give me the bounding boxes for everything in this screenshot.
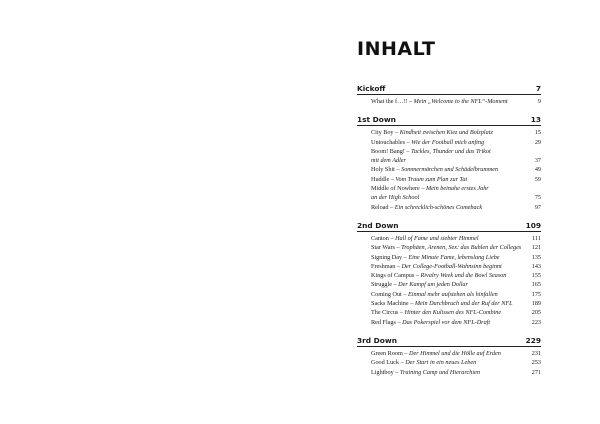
toc-entry[interactable]	[357, 203, 541, 212]
toc-entry[interactable]	[357, 271, 541, 280]
section-heading[interactable]	[357, 84, 541, 95]
toc-entry[interactable]	[357, 349, 541, 358]
entry-subtitle: – Der Himmel und die Hölle auf Erden	[402, 349, 501, 357]
toc-entry[interactable]	[357, 128, 541, 137]
toc-section-1st-down	[357, 115, 541, 212]
entry-subtitle: mit dem Adler	[371, 157, 406, 165]
entry-page: 9	[537, 98, 541, 105]
entry-page: 189	[531, 300, 541, 308]
section-title: Kickoff	[357, 84, 386, 93]
entry-title: Sacks Machine	[371, 300, 409, 308]
entry-title: Red Flags	[371, 318, 396, 326]
entry-subtitle: – Tackles, Thunder und das Trikot	[404, 147, 491, 155]
entry-page	[529, 184, 541, 193]
section-page: 229	[525, 335, 541, 345]
entry-subtitle: – Das Pokerspiel vor dem NFL-Draft	[395, 318, 491, 326]
entry-title: Freshman	[371, 262, 396, 270]
entry-subtitle: – Ein schrecklich-schönes Comeback	[388, 203, 483, 211]
toc-entry[interactable]	[357, 243, 541, 252]
section-heading[interactable]	[357, 221, 541, 232]
toc-entry[interactable]	[357, 299, 541, 308]
entry-title: Reload	[371, 203, 389, 211]
toc-entry[interactable]	[357, 184, 541, 193]
table-of-contents	[357, 84, 541, 386]
entry-page	[529, 147, 541, 156]
entry-subtitle: – Hall of Fame und siebter Himmel	[388, 234, 479, 242]
entry-title: City Boy	[371, 129, 394, 137]
entry-title: The Circus	[371, 309, 399, 317]
entry-subtitle: – Vom Traum zum Plan zur Tat	[389, 175, 468, 183]
toc-entry[interactable]	[357, 253, 541, 262]
section-page: 13	[530, 115, 541, 125]
entry-page: 143	[531, 262, 541, 270]
entry-title: Untouchables	[371, 138, 406, 146]
entry-subtitle: – Mein „Welcome to the NFL“-Moment	[407, 98, 508, 105]
entry-title: Canton	[371, 234, 389, 242]
entry-subtitle: – Sommermärchen und Schädelbrummen	[394, 166, 499, 174]
toc-entry[interactable]	[357, 308, 541, 317]
entry-title: Coming Out	[371, 290, 402, 298]
entry-title: What the f…!!	[371, 98, 408, 105]
entry-page: 111	[532, 234, 541, 242]
entry-title: Middle of Nowhere	[371, 185, 420, 193]
entry-page: 37	[534, 157, 541, 165]
entry-page: 271	[531, 368, 541, 376]
entry-subtitle: – Rivalry Week und die Bowl Season	[414, 272, 507, 280]
page-title: INHALT	[357, 38, 436, 60]
toc-entry[interactable]	[357, 358, 541, 367]
toc-entry[interactable]	[357, 138, 541, 147]
entry-subtitle: – Der Kampf um jeden Dollar	[391, 281, 468, 289]
entry-page: 121	[531, 244, 541, 252]
entry-title: Boom! Bang!	[371, 147, 405, 155]
entry-page: 97	[534, 203, 541, 211]
entry-page: 155	[531, 272, 541, 280]
entry-subtitle: – Wie der Football mich anfing	[405, 138, 485, 146]
toc-entry[interactable]	[357, 368, 541, 377]
entry-subtitle: – Eine Minute Fame, lebenslang Liebe	[402, 253, 500, 261]
entry-page: 205	[531, 309, 541, 317]
entry-page: 223	[531, 318, 541, 326]
toc-entry[interactable]	[357, 147, 541, 156]
toc-entry[interactable]	[357, 234, 541, 243]
section-title: 1st Down	[357, 115, 396, 125]
entry-subtitle: – Kindheit zwischen Kiez und Bolzplatz	[393, 129, 493, 137]
toc-section-2nd-down	[357, 221, 541, 327]
entry-title: Signing Day	[371, 253, 403, 261]
entry-page: 135	[531, 253, 541, 261]
toc-entry[interactable]	[357, 175, 541, 184]
entry-title: Holy Shit	[371, 166, 395, 174]
entry-subtitle: – Einmal mehr aufstehen als hinfallen	[401, 290, 498, 298]
entry-title: Green Room	[371, 349, 403, 357]
entry-subtitle: – Der Start in ein neues Leben	[399, 359, 477, 367]
toc-entry[interactable]	[357, 280, 541, 289]
toc-entry[interactable]	[357, 290, 541, 299]
toc-entry[interactable]	[357, 318, 541, 327]
entry-page: 175	[531, 290, 541, 298]
section-heading[interactable]	[357, 336, 541, 347]
entry-subtitle: – Training Camp und Hierarchien	[393, 368, 480, 376]
entry-title: Lightboy	[371, 368, 394, 376]
entry-subtitle: – Trophäen, Arenen, Sex: das Buhlen der Colleges	[394, 244, 522, 252]
entry-page: 29	[534, 138, 541, 146]
entry-title: Good Luck	[371, 359, 400, 367]
entry-title: Huddle	[371, 175, 390, 183]
section-title: 3rd Down	[357, 335, 397, 345]
entry-subtitle: an der High School	[371, 194, 420, 202]
entry-title: Star Wars	[371, 244, 395, 252]
toc-entry[interactable]	[357, 165, 541, 174]
entry-subtitle: – Mein Durchbruch und der Ruf der NFL	[408, 300, 513, 308]
entry-subtitle: – Hinter den Kulissen des NFL-Combine	[398, 309, 502, 317]
section-heading[interactable]	[357, 115, 541, 126]
entry-title: Kings of Campus	[371, 272, 415, 280]
section-page: 7	[535, 84, 541, 93]
section-title: 2nd Down	[357, 220, 399, 230]
toc-section-kickoff	[357, 84, 541, 106]
toc-section-3rd-down	[357, 336, 541, 377]
entry-subtitle: – Mein beinahe erstes Jahr	[419, 185, 489, 193]
section-page: 109	[525, 220, 541, 230]
toc-entry-continuation[interactable]	[357, 193, 541, 202]
entry-page: 165	[531, 281, 541, 289]
entry-page: 75	[534, 194, 541, 202]
entry-subtitle: – Der College-Football-Wahnsinn beginnt	[395, 262, 502, 270]
entry-page: 59	[534, 175, 541, 183]
toc-entry[interactable]	[357, 262, 541, 271]
entry-page: 15	[534, 129, 541, 137]
entry-page: 49	[534, 166, 541, 174]
entry-page: 253	[531, 359, 541, 367]
entry-page: 231	[531, 349, 541, 357]
toc-entry-continuation[interactable]	[357, 156, 541, 165]
toc-entry[interactable]	[357, 97, 541, 106]
entry-title: Struggle	[371, 281, 392, 289]
